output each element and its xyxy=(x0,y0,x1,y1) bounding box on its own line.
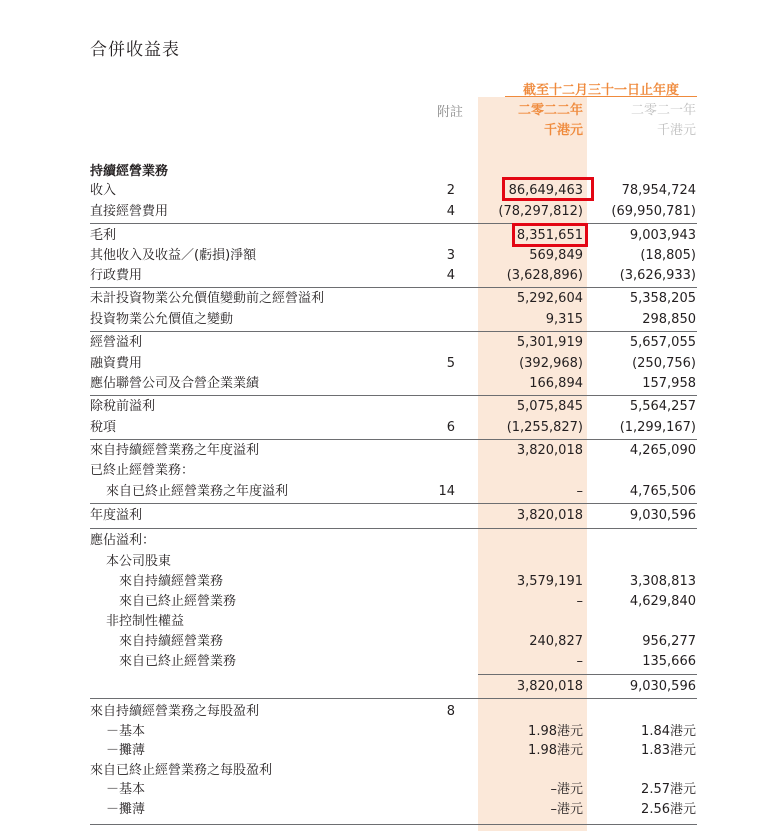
section-divider xyxy=(90,503,697,504)
row-label: 其他收入及收益／(虧損)淨額 xyxy=(90,248,257,263)
section-divider xyxy=(90,223,697,224)
section-divider xyxy=(90,698,697,699)
row-label: 已終止經營業務： xyxy=(90,463,195,478)
row-current-value: 5,075,845 xyxy=(516,399,583,414)
row-label: －基本 xyxy=(106,782,146,797)
subtotal-rule xyxy=(478,674,697,675)
row-prior-value: 1.83港元 xyxy=(641,743,696,758)
row-label: 來自已終止經營業務之年度溢利 xyxy=(106,484,289,499)
row-prior-value: (1,299,167) xyxy=(619,420,696,435)
row-label: 直接經營費用 xyxy=(90,204,169,219)
table-row-shareholders-heading xyxy=(0,551,783,572)
row-label: 來自持續經營業務之每股盈利 xyxy=(90,704,260,719)
period-header: 截至十二月三十一日止年度 xyxy=(522,83,679,98)
row-label: 來自已終止經營業務 xyxy=(119,594,237,609)
table-bottom-rule xyxy=(90,824,697,825)
period-header-rule xyxy=(505,96,697,97)
table-row-attributable-heading xyxy=(0,530,783,551)
row-label: 應佔聯營公司及合營企業業績 xyxy=(90,376,260,391)
row-label: 持續經營業務 xyxy=(90,164,169,179)
row-current-value: 5,292,604 xyxy=(516,291,583,306)
row-current-value: – xyxy=(576,654,583,669)
current-year-unit: 千港元 xyxy=(543,123,583,138)
row-prior-value: 5,657,055 xyxy=(629,335,696,350)
table-row-eps-discontinued-basic xyxy=(0,779,783,800)
table-row-taxation xyxy=(0,417,783,438)
row-note: 4 xyxy=(446,268,455,283)
row-label: 應佔溢利： xyxy=(90,533,156,548)
row-prior-value: (250,756) xyxy=(632,356,696,371)
row-current-value: –港元 xyxy=(550,802,583,817)
table-row-other-income xyxy=(0,245,783,266)
row-label: 年度溢利 xyxy=(90,508,143,523)
row-prior-value: 4,265,090 xyxy=(629,443,696,458)
row-label: 稅項 xyxy=(90,420,117,435)
row-label: 經營溢利 xyxy=(90,335,143,350)
table-row-gross-profit xyxy=(0,225,783,246)
prior-year-unit: 千港元 xyxy=(656,123,696,138)
table-row-eps-continuing-diluted xyxy=(0,740,783,761)
row-current-value: 3,820,018 xyxy=(516,508,583,523)
row-prior-value: 157,958 xyxy=(642,376,696,391)
row-label: 非控制性權益 xyxy=(106,614,185,629)
row-current-value: (1,255,827) xyxy=(506,420,583,435)
row-label: 除稅前溢利 xyxy=(90,399,156,414)
row-current-value: (3,628,896) xyxy=(506,268,583,283)
row-note: 3 xyxy=(446,248,455,263)
current-year-label: 二零二二年 xyxy=(517,103,583,118)
table-row-eps-discontinued-diluted xyxy=(0,799,783,820)
table-row-finance-costs xyxy=(0,353,783,374)
row-label: 毛利 xyxy=(90,228,117,243)
row-note: 6 xyxy=(446,420,455,435)
row-current-value: – xyxy=(576,484,583,499)
row-prior-value: 9,030,596 xyxy=(629,508,696,523)
row-label: 收入 xyxy=(90,183,117,198)
row-label: 來自已終止經營業務 xyxy=(119,654,237,669)
row-prior-value: 4,629,840 xyxy=(629,594,696,609)
row-prior-value: (69,950,781) xyxy=(611,204,696,219)
prior-year-label: 二零二一年 xyxy=(630,103,696,118)
row-label: 來自已終止經營業務之每股盈利 xyxy=(90,763,273,778)
highlight-box-revenue xyxy=(502,177,594,201)
table-row-shareholders-discontinued xyxy=(0,591,783,612)
row-prior-value: 2.56港元 xyxy=(641,802,696,817)
row-current-value: 569,849 xyxy=(529,248,583,263)
section-divider xyxy=(90,528,697,529)
row-current-value: (392,968) xyxy=(519,356,583,371)
row-label: 行政費用 xyxy=(90,268,143,283)
row-prior-value: 78,954,724 xyxy=(621,183,696,198)
row-label: 投資物業公允價值之變動 xyxy=(90,312,234,327)
page-title: 合併收益表 xyxy=(90,40,180,60)
row-current-value: 240,827 xyxy=(529,634,583,649)
row-current-value: –港元 xyxy=(550,782,583,797)
row-label: 未計投資物業公允價值變動前之經營溢利 xyxy=(90,291,325,306)
row-current-value: 8,351,651 xyxy=(516,228,583,243)
row-prior-value: 9,003,943 xyxy=(629,228,696,243)
table-row-profit-discontinued xyxy=(0,481,783,502)
row-current-value: – xyxy=(576,594,583,609)
row-note: 4 xyxy=(446,204,455,219)
table-row-fv-change xyxy=(0,309,783,330)
row-current-value: 166,894 xyxy=(529,376,583,391)
row-current-value: 5,301,919 xyxy=(516,335,583,350)
row-current-value: (78,297,812) xyxy=(498,204,583,219)
table-row-operating-profit-before-fv xyxy=(0,288,783,309)
row-note: 2 xyxy=(446,183,455,198)
table-row-section-continuing xyxy=(0,161,783,182)
table-row-attributable-total xyxy=(0,676,783,697)
table-row-eps-continuing-heading xyxy=(0,701,783,722)
row-label: 來自持續經營業務 xyxy=(119,634,224,649)
row-label: 融資費用 xyxy=(90,356,143,371)
current-year-header xyxy=(478,101,583,141)
table-row-operating-profit xyxy=(0,332,783,353)
table-row-nci-discontinued xyxy=(0,651,783,672)
row-label: －基本 xyxy=(106,724,146,739)
row-label: －攤薄 xyxy=(106,743,146,758)
table-row-nci-continuing xyxy=(0,631,783,652)
table-row-share-of-results xyxy=(0,373,783,394)
row-note: 14 xyxy=(438,484,455,499)
table-row-eps-continuing-basic xyxy=(0,721,783,742)
row-prior-value: 956,277 xyxy=(642,634,696,649)
row-current-value: 1.98港元 xyxy=(528,743,583,758)
row-label: －攤薄 xyxy=(106,802,146,817)
row-prior-value: 298,850 xyxy=(642,312,696,327)
highlight-box-gross-profit xyxy=(512,223,588,247)
row-prior-value: 5,564,257 xyxy=(629,399,696,414)
table-row-profit-continuing xyxy=(0,440,783,461)
row-label: 本公司股東 xyxy=(106,554,172,569)
row-current-value: 86,649,463 xyxy=(508,183,583,198)
row-label: 來自持續經營業務之年度溢利 xyxy=(90,443,260,458)
row-prior-value: (18,805) xyxy=(640,248,696,263)
table-row-direct-costs xyxy=(0,201,783,222)
prior-year-header xyxy=(590,101,696,141)
row-prior-value: 3,308,813 xyxy=(629,574,696,589)
table-row-profit-before-tax xyxy=(0,396,783,417)
table-row-admin-expenses xyxy=(0,265,783,286)
row-prior-value: 4,765,506 xyxy=(629,484,696,499)
row-prior-value: (3,626,933) xyxy=(619,268,696,283)
row-prior-value: 1.84港元 xyxy=(641,724,696,739)
note-column-header: 附註 xyxy=(436,105,463,120)
row-prior-value: 135,666 xyxy=(642,654,696,669)
row-label: 來自持續經營業務 xyxy=(119,574,224,589)
row-note: 8 xyxy=(446,704,455,719)
row-note: 5 xyxy=(446,356,455,371)
table-row-eps-discontinued-heading xyxy=(0,760,783,781)
row-prior-value: 9,030,596 xyxy=(629,679,696,694)
row-prior-value: 5,358,205 xyxy=(629,291,696,306)
row-current-value: 3,820,018 xyxy=(516,443,583,458)
row-current-value: 1.98港元 xyxy=(528,724,583,739)
table-row-profit-for-year xyxy=(0,505,783,526)
row-current-value: 9,315 xyxy=(545,312,583,327)
row-current-value: 3,579,191 xyxy=(516,574,583,589)
table-row-nci-heading xyxy=(0,611,783,632)
row-current-value: 3,820,018 xyxy=(516,679,583,694)
table-row-discontinued-heading xyxy=(0,460,783,481)
row-prior-value: 2.57港元 xyxy=(641,782,696,797)
table-row-revenue xyxy=(0,180,783,201)
table-row-shareholders-continuing xyxy=(0,571,783,592)
